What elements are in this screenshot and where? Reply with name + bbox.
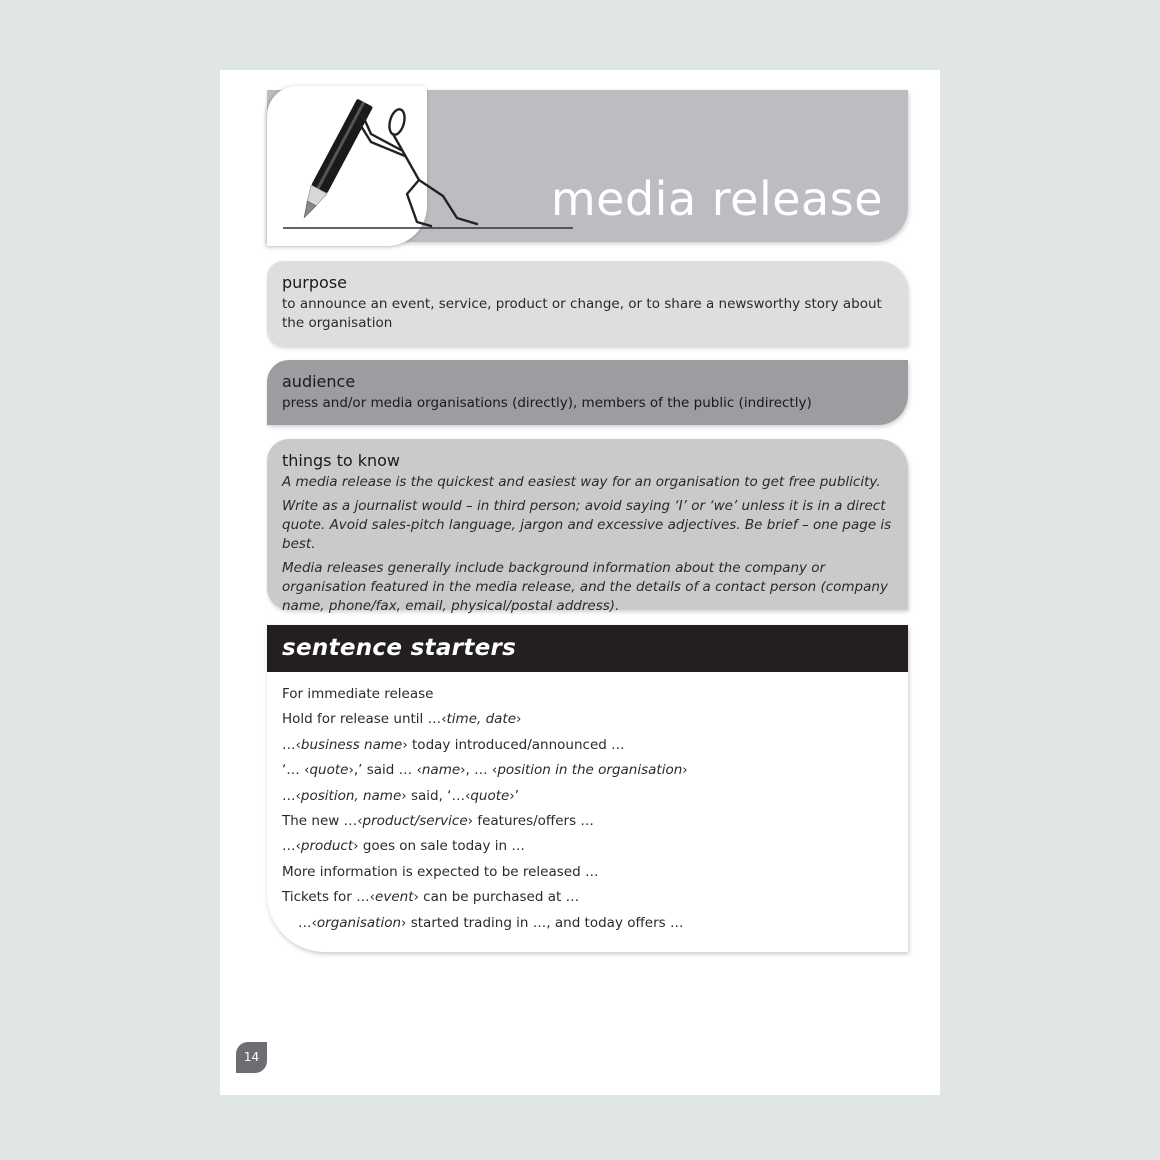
placeholder-text: position in the organisation (497, 762, 683, 779)
purpose-text: to announce an event, service, product or change, or to share a newsworthy story about the organisation (282, 296, 882, 331)
starter-text: ‘… ‹ (282, 762, 310, 779)
sentence-starter-item (282, 758, 893, 783)
things-to-know-paragraph: A media release is the quickest and easiest way for an organisation to get free publicity. (282, 474, 881, 490)
audience-panel (267, 360, 908, 425)
placeholder-text: quote (470, 787, 510, 804)
sentence-starter-item (282, 707, 893, 732)
audience-text: press and/or media organisations (directly), members of the public (indirectly) (282, 395, 812, 411)
starter-text: ›,’ said … ‹ (348, 762, 422, 779)
starter-text: …‹ (282, 736, 301, 753)
starter-text: › can be purchased at … (413, 889, 580, 906)
starter-text: …‹ (298, 914, 317, 931)
pen-pushing-figure-icon (267, 86, 587, 246)
sentence-starter-item (282, 733, 893, 758)
things-to-know-paragraph: Write as a journalist would – in third person; avoid saying ‘I’ or ‘we’ unless it is in a direct quote. Avoid sales-pitch language, jargon and excessive adjectives. Be brief – one page is best. (282, 498, 892, 552)
starter-text: The new …‹ (282, 813, 363, 830)
starter-text: Tickets for …‹ (282, 889, 376, 906)
sentence-starters-panel (267, 625, 908, 952)
starter-text: For immediate release (282, 686, 434, 702)
placeholder-text: product (300, 838, 354, 855)
sentence-starter-item (282, 784, 893, 809)
page-title: media release (550, 172, 883, 226)
sentence-starter-item (282, 682, 893, 707)
placeholder-text: quote (309, 762, 349, 779)
sentence-starter-item (282, 809, 893, 834)
things-to-know-panel (267, 439, 908, 614)
placeholder-text: business name (300, 736, 403, 753)
sentence-starters-list (267, 672, 908, 936)
sentence-starters-header (267, 625, 908, 672)
placeholder-text: organisation (316, 914, 402, 931)
starter-text: › features/offers … (467, 813, 594, 830)
document-page (220, 70, 940, 1095)
placeholder-text: time, date (446, 711, 517, 728)
placeholder-text: name (421, 762, 461, 779)
purpose-heading: purpose (282, 273, 347, 292)
audience-heading: audience (282, 372, 356, 391)
starter-text: › started trading in …, and today offers … (401, 914, 684, 931)
sentence-starters-heading: sentence starters (282, 635, 517, 661)
starter-text: …‹ (282, 787, 301, 804)
starter-text: › said, ‘…‹ (401, 787, 471, 804)
starter-text: …‹ (282, 838, 301, 855)
placeholder-text: event (375, 889, 414, 906)
placeholder-text: product/service (362, 813, 468, 830)
starter-text: › (516, 711, 522, 728)
starter-text: More information is expected to be released … (282, 863, 599, 880)
things-to-know-heading: things to know (282, 451, 401, 470)
sentence-starter-item (282, 885, 893, 910)
starter-text: Hold for release until …‹ (282, 711, 447, 728)
starter-text: › goes on sale today in … (353, 838, 525, 855)
starter-text: ›’ (509, 787, 520, 804)
purpose-panel (267, 261, 908, 346)
starter-text: › today introduced/announced … (402, 736, 625, 753)
sentence-starter-item (282, 911, 893, 936)
sentence-starter-item (282, 834, 893, 859)
things-to-know-paragraph: Media releases generally include background information about the company or organisation featured in the media release, and the details of a contact person (company name, phone/fax, email, physical/postal address). (282, 560, 888, 614)
starter-text: › (682, 762, 688, 779)
page-number: 14 (236, 1042, 267, 1073)
starter-text: ›, … ‹ (460, 762, 498, 779)
sentence-starter-item (282, 860, 893, 885)
placeholder-text: position, name (300, 787, 402, 804)
